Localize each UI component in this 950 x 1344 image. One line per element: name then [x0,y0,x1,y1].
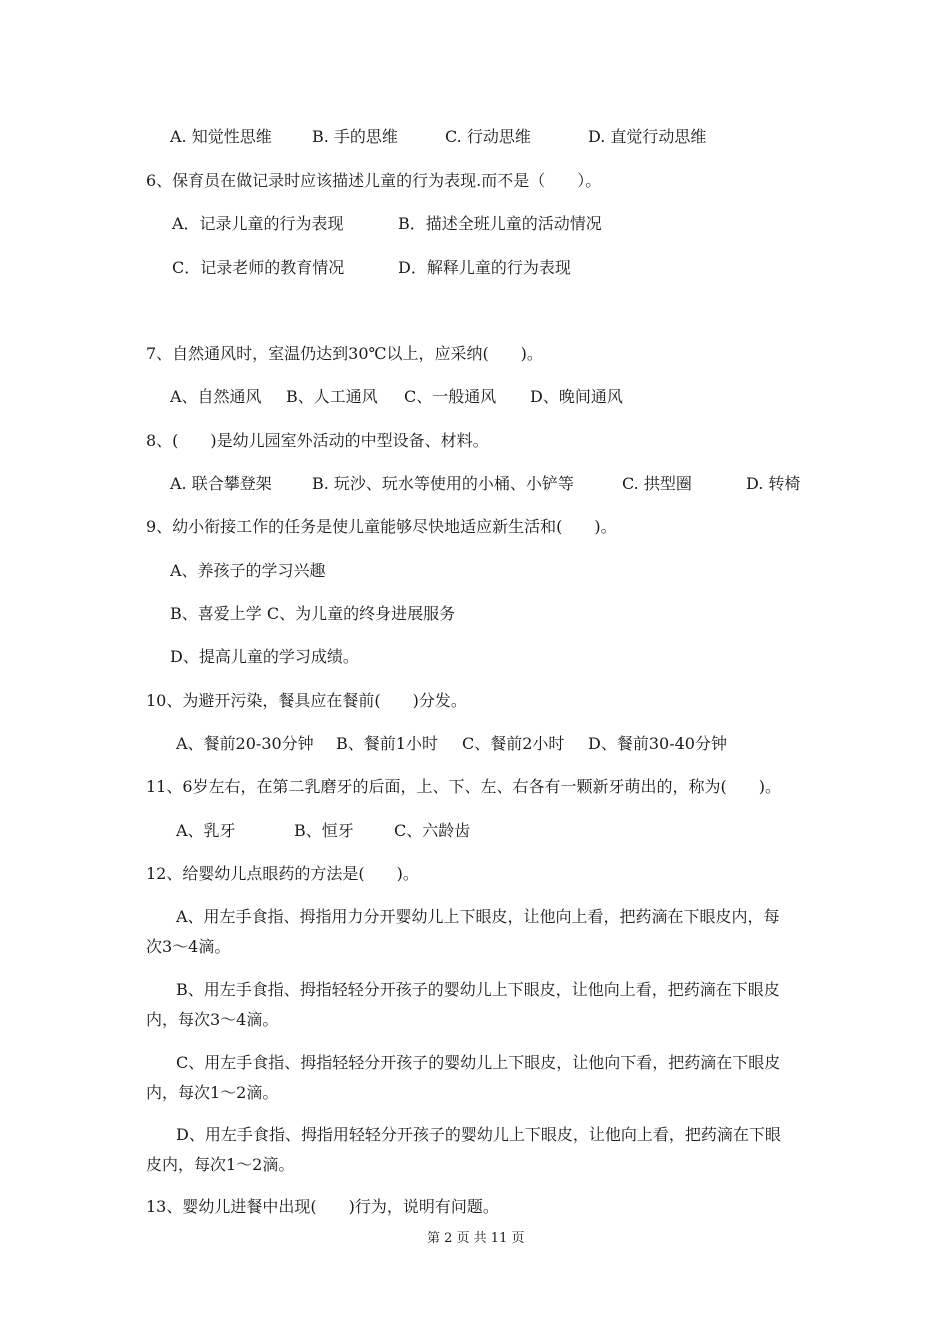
q8-option-d: D. 转椅 [746,474,801,493]
q6-option-b: B．描述全班儿童的活动情况 [398,214,602,233]
q5-option-c: C. 行动思维 [445,127,531,146]
q11-stem: 11、6岁左右，在第二乳磨牙的后面，上、下、左、右各有一颗新牙萌出的，称为( )。 [146,777,782,796]
page-number-footer: 第 2 页 共 11 页 [427,1231,525,1246]
q10-option-b: B、餐前1小时 [336,734,438,753]
q12-stem: 12、给婴幼儿点眼药的方法是( )。 [146,864,419,883]
q12-option-d-line2: 皮内，每次1～2滴。 [146,1155,295,1174]
q5-option-a: A. 知觉性思维 [170,127,272,146]
q7-option-c: C、一般通风 [404,387,497,406]
q7-stem: 7、自然通风时，室温仍达到30℃以上，应采纳( )。 [146,344,543,363]
q12-option-c-line2: 内，每次1～2滴。 [146,1083,279,1102]
q6-stem: 6、保育员在做记录时应该描述儿童的行为表现.而不是（ ）。 [146,171,602,190]
q6-option-c: C．记录老师的教育情况 [172,258,345,277]
q9-option-a: A、养孩子的学习兴趣 [170,561,326,580]
q7-option-b: B、人工通风 [286,387,378,406]
q11-option-a: A、乳牙 [176,821,236,840]
q5-option-b: B. 手的思维 [312,127,398,146]
q10-stem: 10、为避开污染，餐具应在餐前( )分发。 [146,691,467,710]
q11-option-c: C、六龄齿 [394,821,471,840]
q7-option-d: D、晚间通风 [530,387,623,406]
q12-option-a-line2: 次3～4滴。 [146,937,231,956]
q6-option-a: A．记录儿童的行为表现 [172,214,344,233]
q10-option-a: A、餐前20-30分钟 [176,734,314,753]
q7-option-a: A、自然通风 [170,387,262,406]
q5-option-d: D. 直觉行动思维 [588,127,707,146]
q12-option-c-line1: C、用左手食指、拇指轻轻分开孩子的婴幼儿上下眼皮，让他向下看，把药滴在下眼皮 [176,1053,781,1072]
q9-stem: 9、幼小衔接工作的任务是使儿童能够尽快地适应新生活和( )。 [146,517,617,536]
q13-stem: 13、婴幼儿进餐中出现( )行为，说明有问题。 [146,1197,499,1216]
q9-option-d: D、提高儿童的学习成绩。 [170,647,359,666]
q6-option-d: D．解释儿童的行为表现 [398,258,571,277]
q8-stem: 8、( )是幼儿园室外活动的中型设备、材料。 [146,431,489,450]
q12-option-b-line1: B、用左手食指、拇指轻轻分开孩子的婴幼儿上下眼皮，让他向上看，把药滴在下眼皮 [176,980,780,999]
q12-option-d-line1: D、用左手食指、拇指用轻轻分开孩子的婴幼儿上下眼皮，让他向上看，把药滴在下眼 [176,1125,781,1144]
q10-option-d: D、餐前30-40分钟 [588,734,727,753]
q10-option-c: C、餐前2小时 [462,734,565,753]
q12-option-b-line2: 内，每次3～4滴。 [146,1010,279,1029]
q12-option-a-line1: A、用左手食指、拇指用力分开婴幼儿上下眼皮，让他向上看，把药滴在下眼皮内，每 [176,907,780,926]
q8-option-a: A. 联合攀登架 [170,474,272,493]
q8-option-c: C. 拱型圈 [622,474,692,493]
q11-option-b: B、恒牙 [294,821,354,840]
q8-option-b: B. 玩沙、玩水等使用的小桶、小铲等 [312,474,574,493]
q9-option-bc: B、喜爱上学 C、为儿童的终身进展服务 [170,604,456,623]
